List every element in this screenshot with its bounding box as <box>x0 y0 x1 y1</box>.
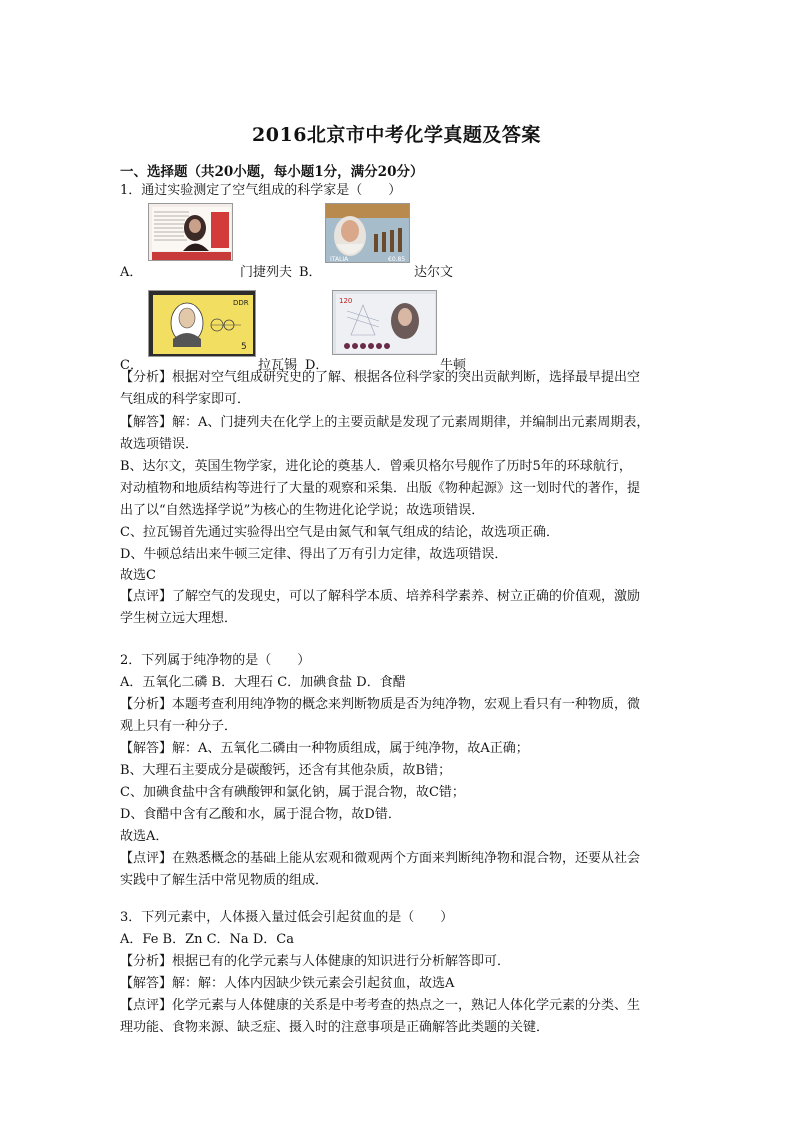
lavoisier-stamp-image <box>148 290 256 357</box>
q1-text-line: 故选C <box>120 568 156 583</box>
q3-text-line: 理功能、食物来源、缺乏症、摄入时的注意事项是正确解答此类题的关键． <box>120 1020 550 1035</box>
q1-text-line: 【分析】根据对空气组成研究史的了解、根据各位科学家的突出贡献判断，选择最早提出空 <box>120 370 641 385</box>
q1-option-c-name: 拉瓦锡 <box>258 358 298 373</box>
q1-text-line: 【点评】了解空气的发现史，可以了解科学本质、培养科学素养、树立正确的价值观，激励 <box>120 589 641 604</box>
q2-text-line: 2．下列属于纯净物的是（ ） <box>120 653 311 668</box>
q1-stem: 1．通过实验测定了空气组成的科学家是（ ） <box>120 183 402 198</box>
q2-text-line: 故选A． <box>120 829 169 844</box>
stamp-b-country: ITALIA <box>330 256 349 263</box>
stamp-b-value: €0.85 <box>388 256 406 263</box>
page-title: 2016北京市中考化学真题及答案 <box>252 124 541 146</box>
q1-text-line: 【解答】解：A、门捷列夫在化学上的主要贡献是发现了元素周期律，并编制出元素周期表， <box>120 415 650 430</box>
q1-option-a-letter: A． <box>120 265 143 280</box>
q2-text-line: 【分析】本题考查利用纯净物的概念来判断物质是否为纯净物，宏观上看只有一种物质，微 <box>120 697 641 712</box>
q2-text-line: 【解答】解：A、五氧化二磷由一种物质组成，属于纯净物，故A正确； <box>120 741 529 756</box>
darwin-stamp-image <box>325 203 410 263</box>
q1-option-b-name: 达尔文 <box>414 265 454 280</box>
stamp-d-value: 120 <box>339 297 353 305</box>
stamp-c-value: 5 <box>241 342 247 352</box>
q3-text-line: A．Fe B．Zn C．Na D．Ca <box>120 932 294 947</box>
q3-text-line: 【分析】根据已有的化学元素与人体健康的知识进行分析解答即可． <box>120 954 511 969</box>
q3-text-line: 3．下列元素中，人体摄入量过低会引起贫血的是（ ） <box>120 910 454 925</box>
mendeleev-stamp-image <box>148 203 233 261</box>
q1-text-line: 对动植物和地质结构等进行了大量的观察和采集．出版《物种起源》这一划时代的著作，提 <box>120 481 641 496</box>
q2-text-line: D、食醋中含有乙酸和水，属于混合物，故D错． <box>120 807 401 822</box>
q1-text-line: 出了以“自然选择学说”为核心的生物进化论学说；故选项错误． <box>120 503 485 518</box>
q2-text-line: 观上只有一种分子． <box>120 719 238 734</box>
section-heading: 一、选择题（共20小题，每小题1分，满分20分） <box>120 164 424 180</box>
q3-text-line: 【点评】化学元素与人体健康的关系是中考考查的热点之一，熟记人体化学元素的分类、生 <box>120 998 641 1013</box>
q2-text-line: 实践中了解生活中常见物质的组成． <box>120 873 329 888</box>
q1-text-line: C、拉瓦锡首先通过实验得出空气是由氮气和氧气组成的结论，故选项正确． <box>120 525 559 540</box>
q1-text-line: 气组成的科学家即可． <box>120 392 251 407</box>
q2-text-line: 【点评】在熟悉概念的基础上能从宏观和微观两个方面来判断纯净物和混合物，还要从社会 <box>120 851 641 866</box>
q2-text-line: A．五氧化二磷 B．大理石 C．加碘食盐 D．食醋 <box>120 675 406 690</box>
q2-text-line: C、加碘食盐中含有碘酸钾和氯化钠，属于混合物，故C错； <box>120 785 465 800</box>
q1-option-b-letter: B． <box>299 265 322 280</box>
q3-text-line: 【解答】解：解：人体内因缺少铁元素会引起贫血，故选A <box>120 976 455 991</box>
q1-option-c-letter: C． <box>120 358 143 373</box>
q2-text-line: B、大理石主要成分是碳酸钙，还含有其他杂质，故B错； <box>120 763 452 778</box>
q1-option-d-letter: D． <box>305 358 329 373</box>
q1-text-line: 学生树立远大理想． <box>120 611 238 626</box>
q1-text-line: D、牛顿总结出来牛顿三定律、得出了万有引力定律，故选项错误． <box>120 547 508 562</box>
q1-option-d-name: 牛顿 <box>440 358 467 373</box>
q1-option-a-name: 门捷列夫 <box>240 265 293 280</box>
q1-text-line: B、达尔文，英国生物学家，进化论的奠基人．曾乘贝格尔号舰作了历时5年的环球航行， <box>120 459 632 474</box>
q1-text-line: 故选项错误． <box>120 437 199 452</box>
stamp-c-country: DDR <box>233 299 249 307</box>
newton-stamp-image <box>332 290 437 355</box>
